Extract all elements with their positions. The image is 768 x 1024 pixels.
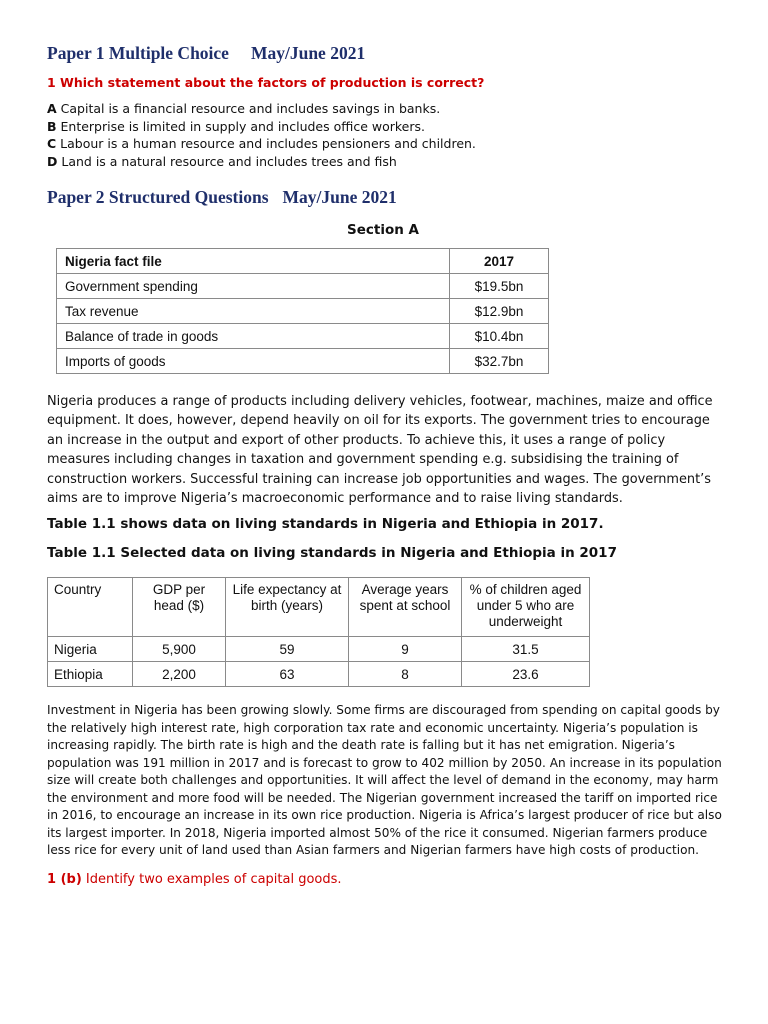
- final-question: [47, 872, 342, 887]
- table-row: [48, 662, 590, 687]
- option-a: [47, 100, 476, 118]
- table-cell: $12.9bn: [450, 299, 549, 324]
- table-cell: 59: [226, 637, 349, 662]
- option-text: Enterprise is limited in supply and includes office workers.: [56, 118, 426, 134]
- option-letter: C: [47, 136, 57, 152]
- answer-options: [47, 100, 476, 171]
- table-cell: Balance of trade in goods: [57, 324, 450, 349]
- option-letter: D: [47, 154, 58, 170]
- option-text: Land is a natural resource and includes trees and fish: [57, 154, 397, 170]
- paper1-session: May/June 2021: [250, 43, 366, 63]
- living-standards-table: [47, 577, 590, 687]
- table-row: [57, 299, 549, 324]
- paper1-title: Paper 1 Multiple Choice: [47, 43, 229, 63]
- table-cell: 23.6: [462, 662, 590, 687]
- table-header-cell: Average years spent at school: [349, 578, 462, 637]
- table-header-cell: 2017: [450, 249, 549, 274]
- option-letter: B: [47, 118, 57, 134]
- table-header-cell: % of children aged under 5 who are underweight: [462, 578, 590, 637]
- table-cell: $32.7bn: [450, 349, 549, 374]
- table-cell: 5,900: [133, 637, 226, 662]
- table-intro: Table 1.1 shows data on living standards in Nigeria and Ethiopia in 2017.: [47, 516, 604, 532]
- question-number: 1 (b): [47, 872, 82, 887]
- paper2-heading: [47, 187, 397, 208]
- table-row: [57, 349, 549, 374]
- table-header-cell: Life expectancy at birth (years): [226, 578, 349, 637]
- table-row: [57, 274, 549, 299]
- table-cell: $10.4bn: [450, 324, 549, 349]
- table-cell: 31.5: [462, 637, 590, 662]
- section-heading: Section A: [347, 222, 419, 238]
- option-d: [47, 153, 476, 171]
- table-cell: 63: [226, 662, 349, 687]
- option-text: Labour is a human resource and includes pensioners and children.: [56, 136, 476, 152]
- option-text: Capital is a financial resource and includes savings in banks.: [56, 101, 441, 116]
- intro-paragraph: Nigeria produces a range of products including delivery vehicles, footwear, machines, maize and office equipment. It does, however, depend heavily on oil for its exports. The government tries to encourage an increase in the output and export of other products. To achieve this, it uses a range of policy measures including changes in taxation and government spending e.g. subsidising the training of construction workers. Successful training can increase job opportunities and wages. The government’s aims are to improve Nigeria’s macroeconomic performance and to raise living standards.: [47, 394, 713, 507]
- option-b: [47, 118, 476, 136]
- table-header-cell: Country: [48, 578, 133, 637]
- paper2-title: Paper 2 Structured Questions: [47, 187, 269, 207]
- table-cell: Nigeria: [48, 637, 133, 662]
- question-text: Identify two examples of capital goods.: [81, 872, 342, 887]
- table-header-cell: GDP per head ($): [133, 578, 226, 637]
- paper1-question: 1 Which statement about the factors of production is correct?: [47, 75, 485, 90]
- table-cell: 2,200: [133, 662, 226, 687]
- table-cell: Tax revenue: [57, 299, 450, 324]
- table-header-cell: Nigeria fact file: [57, 249, 450, 274]
- table-header-row: [57, 249, 549, 274]
- table-row: [57, 324, 549, 349]
- table-caption: Table 1.1 Selected data on living standards in Nigeria and Ethiopia in 2017: [47, 545, 617, 561]
- table-cell: $19.5bn: [450, 274, 549, 299]
- table-row: [48, 637, 590, 662]
- table-cell: Ethiopia: [48, 662, 133, 687]
- investment-paragraph: Investment in Nigeria has been growing slowly. Some firms are discouraged from spending on capital goods by the relatively high interest rate, high corporation tax rate and economic uncertainty. Nigeria’s population is increasing rapidly. The birth rate is high and the death rate is falling but it has net emigration. Nigeria’s population was 191 million in 2017 and is forecast to grow to 402 million by 2050. An increase in its population size will create both challenges and opportunities. It will affect the level of demand in the economy, may harm the environment and more food will be needed. The Nigerian government increased the tariff on imported rice in 2016, to encourage an increase in its own rice production. Nigeria is Africa’s largest producer of rice but also its largest importer. In 2018, Nigeria imported almost 50% of the rice it consumed. Nigerian farmers produce less rice for every unit of land used than Asian farmers and Nigerian farmers have high costs of production.: [47, 703, 722, 857]
- nigeria-fact-table: [56, 248, 549, 374]
- option-letter: A: [47, 101, 57, 116]
- option-c: [47, 135, 476, 153]
- table-cell: 8: [349, 662, 462, 687]
- table-header-row: [48, 578, 590, 637]
- table-cell: 9: [349, 637, 462, 662]
- table-cell: Government spending: [57, 274, 450, 299]
- table-cell: Imports of goods: [57, 349, 450, 374]
- paper2-session: May/June 2021: [282, 187, 397, 207]
- paper1-heading: [47, 43, 365, 64]
